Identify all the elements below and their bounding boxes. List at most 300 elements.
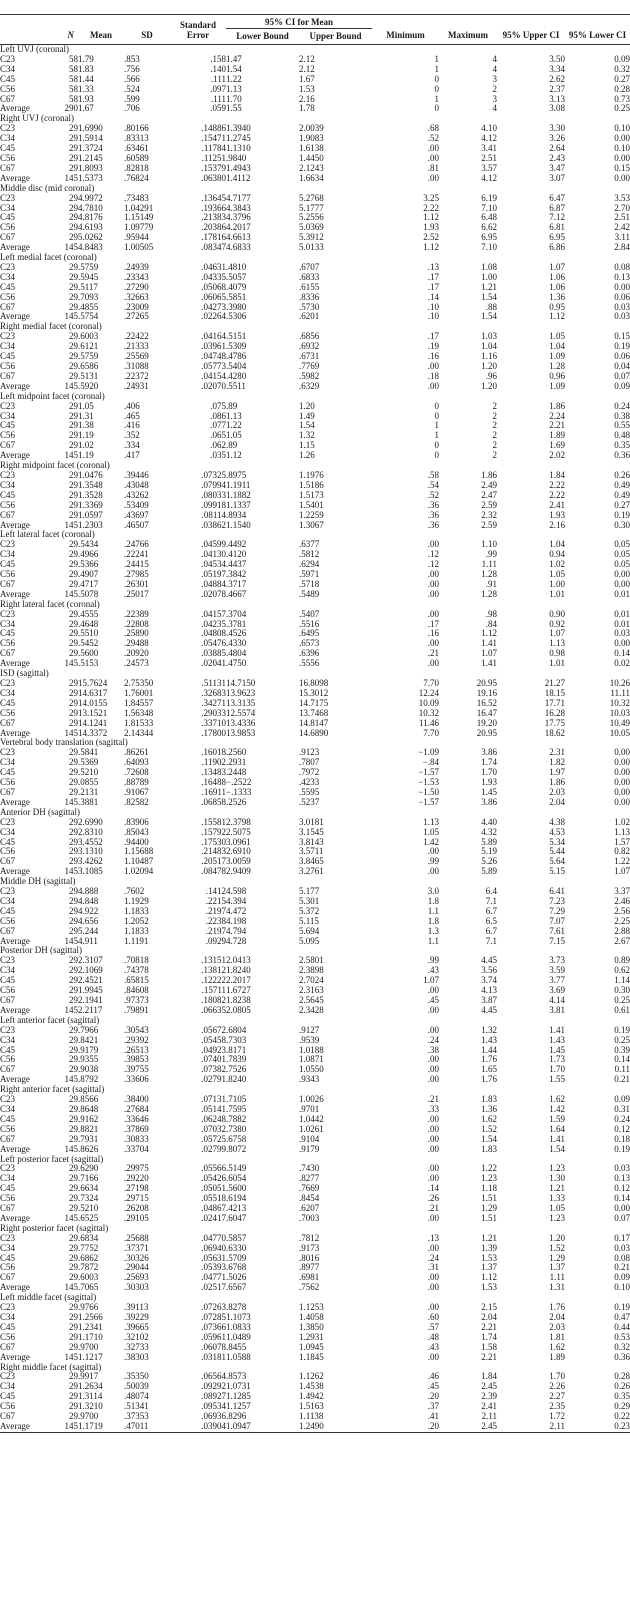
- mean-cell: 4.888: [78, 887, 99, 897]
- maximum-cell: 20.95: [476, 728, 498, 738]
- upper-bound-cell: .5971: [299, 570, 320, 580]
- lower-bound-cell: 1.13: [226, 411, 242, 421]
- upper-bound-cell: .5718: [299, 579, 320, 589]
- upper-95-ci-cell: 18.62: [544, 728, 566, 738]
- upper-95-ci-cell: 2.35: [549, 1402, 566, 1412]
- section-title: Anterior DH (sagittal): [0, 807, 80, 817]
- standard-error-cell: .04923: [201, 1045, 226, 1055]
- mean-cell: 4.9972: [78, 193, 103, 203]
- mean-cell: .5434: [78, 540, 99, 550]
- minimum-cell: 2.52: [423, 233, 440, 243]
- upper-95-ci-cell: 1.89: [549, 431, 566, 441]
- maximum-cell: 1.41: [481, 639, 498, 649]
- standard-error-cell: .08114: [201, 510, 226, 520]
- row-label-cell: C67: [0, 1273, 16, 1283]
- upper-bound-cell: 1.4058: [299, 1313, 324, 1322]
- row-label-cell: C45: [0, 74, 16, 84]
- row-label-cell: Average: [0, 728, 30, 738]
- minimum-cell: .13: [427, 262, 440, 272]
- section-title: Right anterior facet (sagittal): [0, 1085, 105, 1095]
- mean-cell: .5920: [78, 381, 99, 391]
- n-cell: 29: [69, 570, 78, 580]
- maximum-cell: 1.29: [481, 1204, 498, 1214]
- upper-bound-cell: .7972: [299, 768, 320, 778]
- n-cell: 29: [69, 778, 78, 788]
- minimum-cell: .00: [427, 153, 440, 163]
- minimum-cell: .00: [427, 1124, 440, 1134]
- upper-bound-cell: 1.1845: [299, 1352, 324, 1362]
- row-label-cell: C67: [0, 579, 16, 589]
- upper-bound-cell: 2.3898: [299, 966, 324, 976]
- maximum-cell: 2: [492, 401, 498, 411]
- upper-bound-cell: 1.0188: [299, 1045, 324, 1055]
- row-label-cell: C45: [0, 698, 16, 708]
- maximum-cell: 2: [492, 441, 498, 451]
- upper-95-ci-cell: 21.27: [544, 679, 566, 688]
- n-cell: 58: [69, 94, 78, 104]
- lower-bound-cell: 1.1337: [226, 500, 251, 510]
- upper-bound-cell: .9173: [299, 1243, 320, 1253]
- n-cell: 145: [60, 1422, 78, 1432]
- n-cell: 29: [69, 560, 78, 570]
- maximum-cell: 1.41: [481, 659, 498, 669]
- row-label-cell: C23: [0, 1025, 16, 1035]
- lower-95-ci-cell: 0.21: [614, 1263, 630, 1273]
- minimum-cell: .43: [427, 966, 440, 976]
- sd-cell: .417: [124, 451, 140, 461]
- row-label-cell: C23: [0, 262, 16, 272]
- sd-cell: .83313: [124, 134, 149, 144]
- standard-error-cell: .05051: [201, 1184, 226, 1194]
- table-row: [0, 768, 630, 778]
- row-label-cell: Average: [0, 451, 30, 461]
- mean-cell: .5131: [78, 371, 99, 381]
- upper-bound-cell: 1.9083: [299, 134, 324, 144]
- table-row: [0, 243, 630, 253]
- sd-cell: .30303: [124, 1283, 149, 1293]
- upper-bound-cell: 2.12: [299, 64, 315, 74]
- table-row: [0, 649, 630, 659]
- lower-bound-cell: 4.394: [226, 896, 247, 906]
- minimum-cell: .38: [427, 1045, 440, 1055]
- lower-95-ci-cell: 2.42: [614, 223, 630, 233]
- lower-bound-cell: 1.12: [226, 451, 242, 461]
- minimum-cell: .17: [427, 619, 440, 629]
- mean-cell: 14.0155: [78, 698, 108, 708]
- sd-cell: .94400: [124, 837, 149, 847]
- standard-error-cell: .02264: [201, 312, 226, 322]
- n-cell: 29: [69, 153, 78, 163]
- row-label-cell: C23: [0, 748, 16, 758]
- header-label: [0, 29, 60, 45]
- upper-bound-cell: .5407: [299, 609, 320, 619]
- lower-95-ci-cell: 0.26: [614, 470, 630, 480]
- maximum-cell: 2: [492, 431, 498, 441]
- sd-cell: .43262: [124, 490, 149, 500]
- minimum-cell: 1: [434, 54, 440, 64]
- upper-bound-cell: 1.49: [299, 411, 315, 421]
- row-label-cell: Average: [0, 867, 30, 877]
- standard-error-cell: .03904: [170, 1422, 226, 1432]
- table-row: [0, 937, 630, 947]
- mean-cell: 4.7810: [78, 203, 103, 213]
- section-header-row: [0, 738, 630, 748]
- sd-cell: .48074: [124, 1392, 149, 1402]
- section-title: Left lateral facet (coronal): [0, 530, 95, 540]
- table-row: [0, 1353, 630, 1363]
- sd-cell: 1.56348: [124, 708, 154, 718]
- row-label-cell: C67: [0, 926, 16, 936]
- minimum-cell: .16: [427, 352, 440, 362]
- row-label-cell: C56: [0, 847, 16, 857]
- table-row: [0, 382, 630, 392]
- upper-95-ci-cell: 1.86: [549, 401, 566, 411]
- minimum-cell: .00: [427, 381, 440, 391]
- lower-bound-cell: 1.1257: [226, 1402, 251, 1412]
- mean-cell: .5841: [78, 748, 99, 758]
- standard-error-cell: .07366: [201, 1322, 226, 1332]
- n-cell: 29: [69, 1174, 78, 1184]
- mean-cell: 1.19: [78, 431, 94, 441]
- upper-95-ci-cell: 6.87: [549, 203, 566, 213]
- standard-error-cell: .11902: [201, 758, 226, 768]
- mean-cell: 1.3210: [78, 1402, 103, 1412]
- n-cell: 29: [69, 857, 78, 867]
- sd-cell: .599: [124, 94, 140, 104]
- lower-bound-cell: 2.5075: [226, 827, 251, 837]
- n-cell: 29: [69, 510, 78, 520]
- minimum-cell: 1.42: [423, 837, 440, 847]
- sd-cell: .29220: [124, 1174, 149, 1184]
- lower-bound-cell: .4667: [226, 589, 247, 599]
- minimum-cell: −1.09: [418, 748, 440, 758]
- section-title: Posterior DH (sagittal): [0, 946, 82, 956]
- minimum-cell: .00: [427, 579, 440, 589]
- minimum-cell: 1.05: [423, 827, 440, 837]
- maximum-cell: 1.84: [481, 1372, 498, 1382]
- upper-bound-cell: 2.5645: [299, 996, 324, 1005]
- table-row: [0, 778, 630, 788]
- lower-95-ci-cell: 0.00: [614, 579, 630, 589]
- lower-95-ci-cell: 0.00: [614, 282, 630, 292]
- sd-cell: .30326: [124, 1253, 149, 1263]
- upper-bound-cell: 1.1262: [299, 1372, 324, 1382]
- mean-cell: 1.3724: [78, 144, 103, 154]
- lower-95-ci-cell: 2.56: [614, 906, 630, 916]
- standard-error-cell: .04235: [201, 619, 226, 629]
- lower-95-ci-cell: 1.13: [614, 827, 630, 837]
- upper-bound-cell: 1.5401: [299, 500, 324, 510]
- lower-95-ci-cell: 0.49: [614, 480, 630, 490]
- upper-95-ci-cell: 2.27: [549, 1392, 566, 1402]
- maximum-cell: 4.10: [481, 124, 498, 134]
- mean-cell: 14.3372: [78, 728, 108, 738]
- sd-cell: .22389: [124, 609, 149, 619]
- maximum-cell: 3.56: [481, 966, 498, 976]
- lower-95-ci-cell: 0.00: [614, 797, 630, 807]
- row-label-cell: C56: [0, 500, 16, 510]
- standard-error-cell: .09918: [201, 500, 226, 510]
- table-row: [0, 847, 630, 857]
- mean-cell: 1.1217: [78, 1352, 103, 1362]
- upper-95-ci-cell: 2.41: [549, 500, 566, 510]
- table-row: [0, 1392, 630, 1402]
- minimum-cell: −.84: [422, 758, 440, 768]
- minimum-cell: 0: [434, 104, 440, 114]
- table-row: [0, 560, 630, 570]
- lower-95-ci-cell: 0.22: [614, 1412, 630, 1422]
- upper-95-ci-cell: 2.22: [549, 490, 566, 500]
- section-title: Right UVJ (coronal): [0, 114, 74, 124]
- row-label-cell: C45: [0, 629, 16, 639]
- upper-95-ci-cell: 1.64: [549, 1124, 566, 1134]
- n-cell: 145: [64, 936, 78, 946]
- table-row: [0, 342, 630, 352]
- minimum-cell: .14: [427, 292, 440, 302]
- n-cell: 29: [69, 134, 78, 144]
- n-cell: 29: [69, 956, 78, 966]
- n-cell: 145: [64, 520, 78, 530]
- sd-cell: .25017: [124, 589, 149, 599]
- n-cell: 29: [69, 708, 78, 718]
- maximum-cell: 6.7: [485, 926, 498, 936]
- mean-cell: .5759: [78, 352, 99, 362]
- upper-95-ci-cell: 6.81: [549, 223, 566, 233]
- lower-95-ci-cell: 2.46: [614, 896, 630, 906]
- lower-bound-cell: .4526: [226, 629, 247, 639]
- minimum-cell: .81: [427, 163, 440, 173]
- upper-95-ci-cell: 4.14: [549, 996, 566, 1005]
- maximum-cell: 1.76: [481, 1075, 498, 1085]
- maximum-cell: .88: [485, 302, 498, 312]
- n-cell: 29: [69, 490, 78, 500]
- lower-95-ci-cell: 0.13: [614, 272, 630, 282]
- minimum-cell: .46: [427, 1372, 440, 1382]
- n-cell: 29: [69, 847, 78, 857]
- lower-95-ci-cell: 0.36: [614, 451, 630, 461]
- minimum-cell: 1.93: [423, 223, 440, 233]
- lower-bound-cell: .5709: [226, 1253, 247, 1263]
- section-title: Right posterior facet (sagittal): [0, 1223, 109, 1233]
- section-title: Left middle facet (sagittal): [0, 1293, 97, 1303]
- section-title: Middle DH (sagittal): [0, 877, 76, 887]
- upper-95-ci-cell: 1.07: [549, 629, 566, 639]
- table-row: [0, 828, 630, 838]
- standard-error-cell: .04273: [201, 302, 226, 312]
- sd-cell: .80166: [124, 124, 149, 134]
- maximum-cell: 6.19: [481, 193, 498, 203]
- n-cell: 29: [69, 649, 78, 659]
- upper-bound-cell: 1.0026: [299, 1095, 324, 1105]
- sd-cell: .37371: [124, 1243, 149, 1253]
- lower-95-ci-cell: 0.00: [614, 778, 630, 788]
- table-row: [0, 85, 630, 95]
- lower-95-ci-cell: 0.03: [614, 312, 630, 322]
- maximum-cell: 3.86: [481, 797, 498, 807]
- n-cell: 29: [69, 1114, 78, 1124]
- standard-error-cell: .05566: [201, 1164, 226, 1174]
- section-title: Right medial facet (coronal): [0, 322, 102, 332]
- standard-error-cell: .16488: [201, 778, 226, 788]
- maximum-cell: 3.74: [481, 976, 498, 986]
- sd-cell: 1.1833: [124, 906, 149, 916]
- standard-error-cell: .07285: [201, 1313, 226, 1322]
- section-header-row: [0, 184, 630, 194]
- n-cell: 29: [69, 1104, 78, 1114]
- mean-cell: 1.67: [78, 104, 94, 114]
- lower-95-ci-cell: 0.00: [614, 570, 630, 580]
- minimum-cell: .00: [427, 1283, 440, 1293]
- upper-bound-cell: .7562: [299, 1283, 320, 1293]
- n-cell: 145: [64, 1005, 78, 1015]
- lower-95-ci-cell: 0.19: [614, 1303, 630, 1313]
- table-row: [0, 818, 630, 828]
- lower-bound-cell: .4804: [226, 649, 247, 659]
- table-row: [0, 976, 630, 986]
- lower-95-ci-cell: 0.00: [614, 758, 630, 768]
- upper-95-ci-cell: 1.06: [549, 272, 566, 282]
- lower-bound-cell: 13.3135: [226, 698, 256, 708]
- sd-cell: .465: [124, 411, 140, 421]
- n-cell: 29: [69, 787, 78, 797]
- sd-cell: .853: [124, 54, 140, 64]
- sd-cell: 1.84557: [124, 698, 154, 708]
- minimum-cell: 0: [434, 441, 440, 451]
- row-label-cell: C23: [0, 956, 16, 966]
- maximum-cell: 2.39: [481, 1392, 498, 1402]
- mean-cell: .9766: [78, 1303, 99, 1313]
- standard-error-cell: .06940: [201, 1243, 226, 1253]
- upper-95-ci-cell: 3.59: [549, 966, 566, 976]
- lower-95-ci-cell: 0.00: [614, 153, 630, 163]
- table-row: [0, 362, 630, 372]
- minimum-cell: .52: [427, 134, 440, 144]
- row-label-cell: C34: [0, 688, 16, 698]
- maximum-cell: 3.86: [481, 748, 498, 758]
- table-row: [0, 263, 630, 273]
- lower-bound-cell: .8240: [226, 1075, 247, 1085]
- row-label-cell: C67: [0, 718, 16, 728]
- lower-95-ci-cell: 0.05: [614, 540, 630, 550]
- lower-95-ci-cell: 0.36: [614, 1352, 630, 1362]
- sd-cell: .32663: [124, 292, 149, 302]
- minimum-cell: .00: [427, 1005, 440, 1015]
- n-cell: 29: [69, 480, 78, 490]
- lower-bound-cell: .3704: [226, 609, 247, 619]
- lower-bound-cell: .5600: [226, 1184, 247, 1194]
- mean-cell: .5369: [78, 758, 99, 768]
- upper-95-ci-cell: 4.53: [549, 827, 566, 837]
- minimum-cell: .60: [427, 1313, 440, 1322]
- upper-95-ci-cell: 7.29: [549, 906, 566, 916]
- upper-95-ci-cell: 1.28: [549, 362, 566, 371]
- n-cell: 29: [69, 223, 78, 233]
- upper-95-ci-cell: 5.64: [549, 857, 566, 867]
- standard-error-cell: .16911: [201, 787, 226, 797]
- lower-95-ci-cell: 0.07: [614, 1213, 630, 1223]
- standard-error-cell: .06858: [201, 797, 226, 807]
- lower-bound-cell: 4.794: [226, 926, 247, 936]
- upper-bound-cell: 1.32: [299, 431, 315, 441]
- lower-95-ci-cell: 0.00: [614, 134, 630, 144]
- lower-95-ci-cell: 0.28: [614, 84, 630, 94]
- standard-error-cell: .15581: [201, 817, 226, 827]
- table-row: [0, 629, 630, 639]
- lower-95-ci-cell: 1.22: [614, 857, 630, 867]
- n-cell: 290: [64, 104, 78, 114]
- minimum-cell: .19: [427, 342, 440, 352]
- n-cell: 29: [69, 1273, 78, 1283]
- sd-cell: .22422: [124, 332, 149, 342]
- lower-bound-cell: 1.1073: [226, 1313, 251, 1322]
- standard-error-cell: .04599: [201, 540, 226, 550]
- table-body: [0, 45, 630, 1433]
- mean-cell: 1.44: [78, 74, 94, 84]
- lower-95-ci-cell: 0.09: [614, 1095, 630, 1105]
- table-row: [0, 580, 630, 590]
- upper-95-ci-cell: 1.42: [549, 1104, 566, 1114]
- n-cell: 29: [69, 758, 78, 768]
- sd-cell: .39113: [124, 1303, 149, 1313]
- upper-bound-cell: 5.1777: [299, 203, 324, 213]
- table-row: [0, 332, 630, 342]
- minimum-cell: 12.24: [418, 688, 440, 698]
- upper-bound-cell: 1.2931: [299, 1332, 324, 1342]
- upper-95-ci-cell: 1.81: [549, 1332, 566, 1342]
- lower-bound-cell: 1.05: [226, 431, 242, 441]
- upper-bound-cell: 1.4450: [299, 153, 324, 163]
- upper-bound-cell: 1.2259: [299, 510, 324, 520]
- lower-bound-cell: .6054: [226, 1174, 247, 1184]
- section-title: Middle disc (mid coronal): [0, 183, 95, 193]
- section-header-row: [0, 45, 630, 55]
- lower-bound-cell: .4786: [226, 352, 247, 362]
- maximum-cell: 2.45: [481, 1382, 498, 1392]
- standard-error-cell: .34271: [201, 698, 226, 708]
- sd-cell: .24415: [124, 560, 149, 570]
- upper-bound-cell: 1.3067: [299, 520, 324, 530]
- mean-cell: .7324: [78, 1194, 99, 1204]
- lower-bound-cell: .7839: [226, 1055, 247, 1065]
- minimum-cell: .00: [427, 1213, 440, 1223]
- sd-cell: .32733: [124, 1342, 149, 1352]
- upper-bound-cell: 14.7175: [299, 698, 329, 708]
- table-row: [0, 719, 630, 729]
- maximum-cell: 2.49: [481, 480, 498, 490]
- upper-bound-cell: .6833: [299, 272, 320, 282]
- lower-95-ci-cell: 11.11: [610, 688, 630, 698]
- mean-cell: 2.8310: [78, 827, 103, 837]
- maximum-cell: 1.10: [481, 540, 498, 550]
- table-row: [0, 95, 630, 105]
- sd-cell: .33606: [124, 1075, 149, 1085]
- upper-bound-cell: .6707: [299, 262, 320, 272]
- section-title: Right midpoint facet (coronal): [0, 461, 110, 471]
- sd-cell: 1.00505: [124, 243, 154, 253]
- n-cell: 58: [69, 84, 78, 94]
- maximum-cell: 1.21: [481, 1233, 498, 1243]
- upper-95-ci-cell: 2.11: [497, 1422, 565, 1432]
- n-cell: 29: [69, 827, 78, 837]
- upper-bound-cell: 1.6138: [299, 144, 324, 154]
- lower-95-ci-cell: 2.88: [614, 926, 630, 936]
- row-label-cell: C56: [0, 1055, 16, 1065]
- table-row: [0, 204, 630, 214]
- minimum-cell: 0: [434, 411, 440, 421]
- sd-cell: 1.1191: [124, 936, 149, 946]
- upper-95-ci-cell: 2.26: [549, 1382, 566, 1392]
- n-cell: 145: [64, 797, 78, 807]
